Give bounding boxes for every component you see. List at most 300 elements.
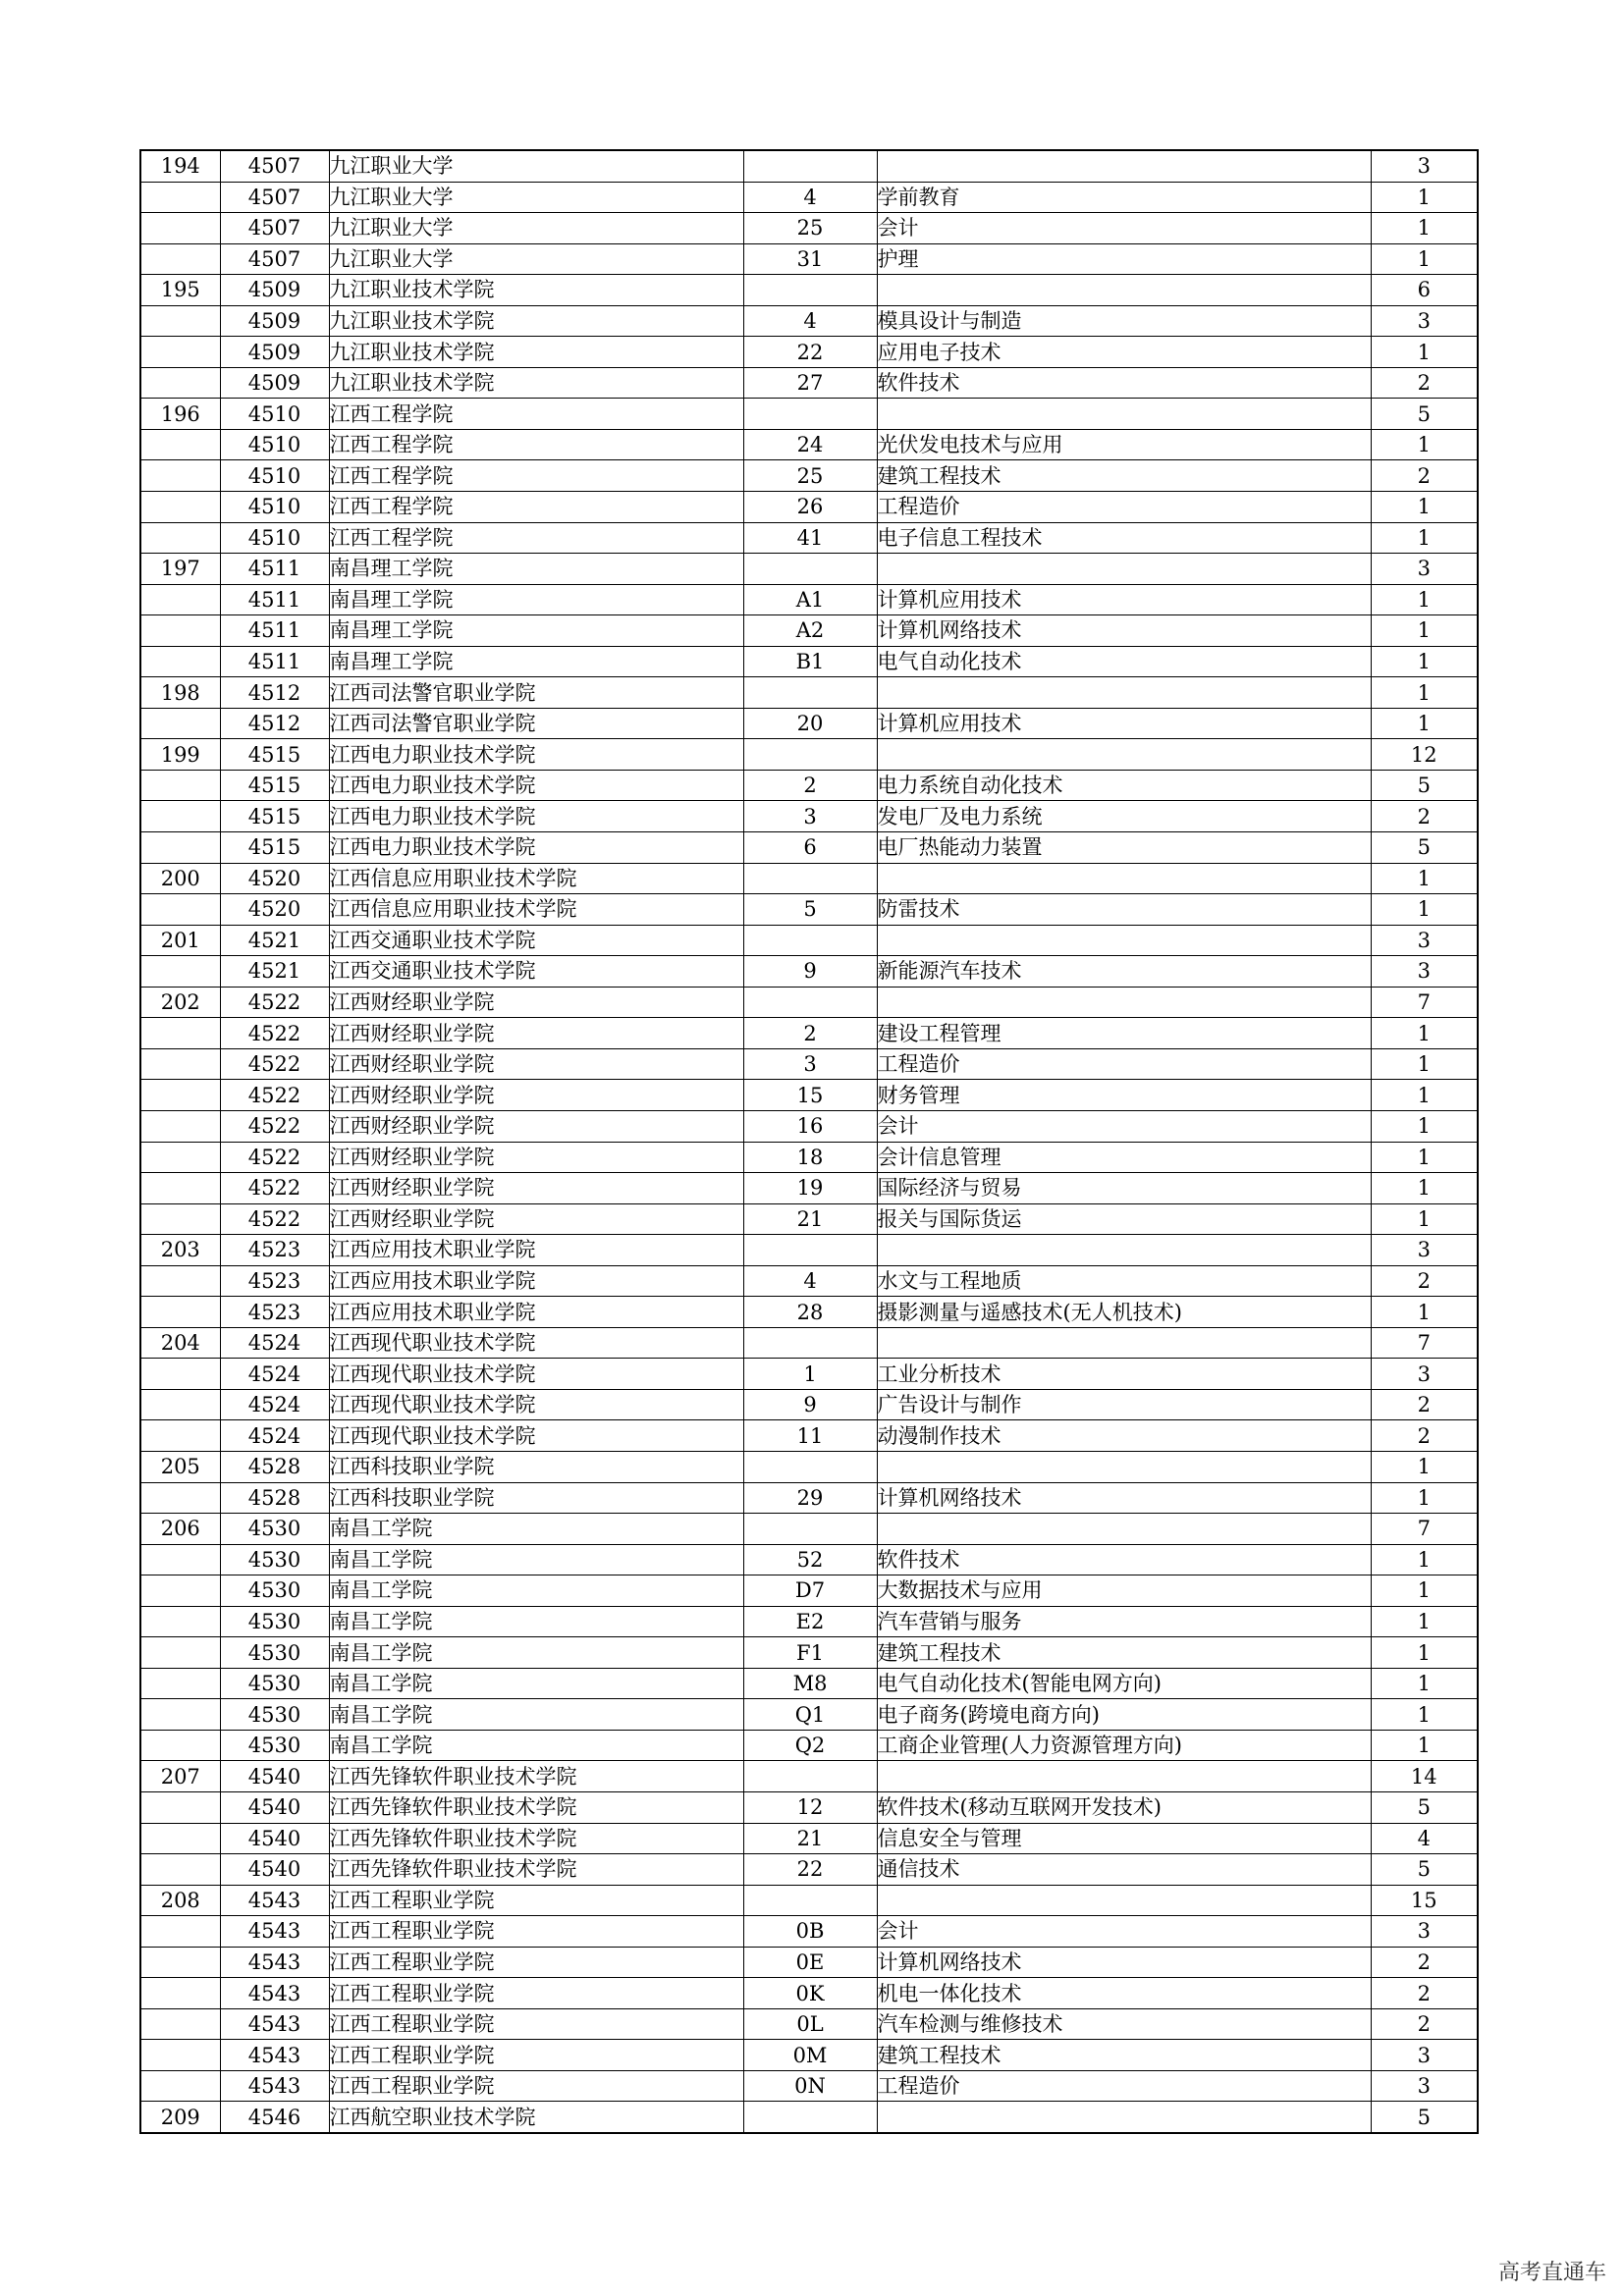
major-code-cell: 3	[743, 801, 877, 832]
plan-count-cell: 1	[1371, 677, 1478, 709]
plan-count-cell: 3	[1371, 1235, 1478, 1266]
major-name-cell: 建筑工程技术	[877, 2040, 1371, 2071]
seq-cell	[140, 1823, 220, 1854]
plan-count-cell: 1	[1371, 1730, 1478, 1761]
school-name-cell: 江西工程学院	[329, 522, 743, 554]
table-row	[140, 1482, 1478, 1514]
table-row	[140, 1359, 1478, 1390]
table-row	[140, 1389, 1478, 1420]
table-body	[140, 150, 1478, 2133]
major-code-cell: B1	[743, 646, 877, 677]
major-name-cell: 建筑工程技术	[877, 460, 1371, 492]
plan-count-cell: 5	[1371, 1791, 1478, 1823]
school-name-cell: 江西财经职业学院	[329, 1173, 743, 1204]
major-code-cell: 2	[743, 770, 877, 801]
seq-cell	[140, 1668, 220, 1699]
major-code-cell: 21	[743, 1203, 877, 1235]
major-name-cell: 计算机网络技术	[877, 1947, 1371, 1978]
school-name-cell: 九江职业大学	[329, 150, 743, 182]
major-name-cell	[877, 987, 1371, 1018]
major-code-cell	[743, 1761, 877, 1792]
seq-cell	[140, 1110, 220, 1142]
seq-cell	[140, 1265, 220, 1297]
seq-cell: 200	[140, 863, 220, 894]
seq-cell	[140, 1947, 220, 1978]
major-name-cell	[877, 1451, 1371, 1482]
plan-count-cell: 6	[1371, 275, 1478, 306]
major-code-cell: 12	[743, 1791, 877, 1823]
school-code-cell: 4522	[220, 1018, 329, 1049]
plan-count-cell: 1	[1371, 429, 1478, 460]
plan-count-cell: 1	[1371, 1482, 1478, 1514]
plan-count-cell: 1	[1371, 1110, 1478, 1142]
plan-count-cell: 3	[1371, 554, 1478, 585]
table-row	[140, 1420, 1478, 1452]
seq-cell	[140, 1389, 220, 1420]
table-row	[140, 1575, 1478, 1607]
table-row	[140, 1947, 1478, 1978]
school-code-cell: 4540	[220, 1791, 329, 1823]
major-name-cell: 工业分析技术	[877, 1359, 1371, 1390]
school-code-cell: 4507	[220, 150, 329, 182]
plan-count-cell: 1	[1371, 863, 1478, 894]
table-row	[140, 1048, 1478, 1080]
major-code-cell: 9	[743, 1389, 877, 1420]
seq-cell: 203	[140, 1235, 220, 1266]
plan-count-cell: 2	[1371, 1420, 1478, 1452]
major-name-cell: 工程造价	[877, 492, 1371, 523]
major-code-cell: A2	[743, 615, 877, 647]
school-name-cell: 江西工程职业学院	[329, 1947, 743, 1978]
school-name-cell: 江西信息应用职业技术学院	[329, 863, 743, 894]
major-code-cell	[743, 2102, 877, 2133]
table-row	[140, 1142, 1478, 1173]
school-name-cell: 江西工程学院	[329, 429, 743, 460]
major-name-cell: 会计	[877, 1110, 1371, 1142]
table-row	[140, 429, 1478, 460]
table-row	[140, 1080, 1478, 1111]
table-row	[140, 1514, 1478, 1545]
major-code-cell: 4	[743, 305, 877, 337]
school-code-cell: 4522	[220, 1080, 329, 1111]
school-code-cell: 4523	[220, 1297, 329, 1328]
school-code-cell: 4543	[220, 1885, 329, 1916]
table-row	[140, 1885, 1478, 1916]
major-name-cell: 会计	[877, 213, 1371, 244]
seq-cell	[140, 1791, 220, 1823]
plan-count-cell: 3	[1371, 2040, 1478, 2071]
seq-cell	[140, 1048, 220, 1080]
admission-plan-table	[139, 149, 1479, 2134]
plan-count-cell: 1	[1371, 708, 1478, 739]
school-code-cell: 4510	[220, 522, 329, 554]
seq-cell	[140, 1606, 220, 1637]
plan-count-cell: 5	[1371, 832, 1478, 864]
school-code-cell: 4507	[220, 182, 329, 213]
school-name-cell: 南昌工学院	[329, 1575, 743, 1607]
major-name-cell: 工商企业管理(人力资源管理方向)	[877, 1730, 1371, 1761]
school-name-cell: 九江职业大学	[329, 182, 743, 213]
school-code-cell: 4540	[220, 1761, 329, 1792]
major-name-cell: 机电一体化技术	[877, 1978, 1371, 2009]
major-code-cell	[743, 677, 877, 709]
school-name-cell: 江西司法警官职业学院	[329, 677, 743, 709]
school-name-cell: 江西财经职业学院	[329, 987, 743, 1018]
seq-cell	[140, 1482, 220, 1514]
major-name-cell	[877, 150, 1371, 182]
major-name-cell: 广告设计与制作	[877, 1389, 1371, 1420]
major-name-cell: 工程造价	[877, 1048, 1371, 1080]
school-code-cell: 4524	[220, 1359, 329, 1390]
school-code-cell: 4524	[220, 1327, 329, 1359]
plan-count-cell: 1	[1371, 1048, 1478, 1080]
major-code-cell	[743, 1885, 877, 1916]
major-code-cell: 0B	[743, 1916, 877, 1948]
major-code-cell: 3	[743, 1048, 877, 1080]
major-name-cell: 电子信息工程技术	[877, 522, 1371, 554]
seq-cell	[140, 1203, 220, 1235]
table-row	[140, 460, 1478, 492]
school-code-cell: 4523	[220, 1265, 329, 1297]
major-code-cell	[743, 1514, 877, 1545]
major-code-cell: 16	[743, 1110, 877, 1142]
school-code-cell: 4528	[220, 1451, 329, 1482]
plan-count-cell: 2	[1371, 2008, 1478, 2040]
plan-count-cell: 2	[1371, 1947, 1478, 1978]
major-name-cell: 计算机应用技术	[877, 584, 1371, 615]
school-code-cell: 4543	[220, 2040, 329, 2071]
major-code-cell: 28	[743, 1297, 877, 1328]
school-name-cell: 南昌理工学院	[329, 584, 743, 615]
seq-cell	[140, 1916, 220, 1948]
school-name-cell: 江西工程职业学院	[329, 2008, 743, 2040]
major-name-cell: 软件技术	[877, 1544, 1371, 1575]
major-name-cell: 光伏发电技术与应用	[877, 429, 1371, 460]
school-code-cell: 4521	[220, 925, 329, 956]
seq-cell	[140, 1575, 220, 1607]
school-code-cell: 4512	[220, 677, 329, 709]
seq-cell	[140, 337, 220, 368]
seq-cell	[140, 646, 220, 677]
school-name-cell: 江西科技职业学院	[329, 1482, 743, 1514]
table-row	[140, 150, 1478, 182]
table-row	[140, 894, 1478, 926]
school-name-cell: 南昌工学院	[329, 1606, 743, 1637]
seq-cell	[140, 956, 220, 988]
school-name-cell: 江西财经职业学院	[329, 1018, 743, 1049]
school-name-cell: 江西先锋软件职业技术学院	[329, 1823, 743, 1854]
major-code-cell	[743, 1235, 877, 1266]
school-code-cell: 4530	[220, 1544, 329, 1575]
school-name-cell: 江西电力职业技术学院	[329, 739, 743, 771]
major-code-cell: A1	[743, 584, 877, 615]
table-row	[140, 213, 1478, 244]
plan-count-cell: 1	[1371, 522, 1478, 554]
school-code-cell: 4540	[220, 1854, 329, 1886]
seq-cell	[140, 305, 220, 337]
table-row	[140, 1730, 1478, 1761]
school-name-cell: 江西财经职业学院	[329, 1203, 743, 1235]
major-code-cell: 41	[743, 522, 877, 554]
seq-cell	[140, 1297, 220, 1328]
table-row	[140, 615, 1478, 647]
major-name-cell: 建筑工程技术	[877, 1637, 1371, 1669]
table-row	[140, 925, 1478, 956]
table-row	[140, 1173, 1478, 1204]
major-code-cell: 31	[743, 243, 877, 275]
major-code-cell	[743, 554, 877, 585]
major-name-cell: 模具设计与制造	[877, 305, 1371, 337]
table-row	[140, 2040, 1478, 2071]
table-row	[140, 337, 1478, 368]
major-code-cell: 0N	[743, 2070, 877, 2102]
school-name-cell: 江西应用技术职业学院	[329, 1297, 743, 1328]
seq-cell	[140, 213, 220, 244]
seq-cell	[140, 243, 220, 275]
table-row	[140, 1018, 1478, 1049]
major-name-cell: 电力系统自动化技术	[877, 770, 1371, 801]
school-name-cell: 江西工程学院	[329, 460, 743, 492]
major-code-cell: 0L	[743, 2008, 877, 2040]
plan-count-cell: 3	[1371, 925, 1478, 956]
table-row	[140, 1451, 1478, 1482]
school-code-cell: 4520	[220, 894, 329, 926]
seq-cell: 204	[140, 1327, 220, 1359]
major-code-cell: 0M	[743, 2040, 877, 2071]
school-code-cell: 4509	[220, 337, 329, 368]
seq-cell	[140, 1637, 220, 1669]
school-name-cell: 江西应用技术职业学院	[329, 1265, 743, 1297]
school-name-cell: 南昌工学院	[329, 1668, 743, 1699]
major-code-cell: 52	[743, 1544, 877, 1575]
table-row	[140, 182, 1478, 213]
plan-count-cell: 3	[1371, 150, 1478, 182]
seq-cell	[140, 2070, 220, 2102]
school-code-cell: 4509	[220, 275, 329, 306]
school-code-cell: 4515	[220, 770, 329, 801]
school-name-cell: 南昌工学院	[329, 1544, 743, 1575]
table-row	[140, 2070, 1478, 2102]
table-row	[140, 399, 1478, 430]
table-row	[140, 1544, 1478, 1575]
school-name-cell: 江西应用技术职业学院	[329, 1235, 743, 1266]
school-code-cell: 4530	[220, 1668, 329, 1699]
school-code-cell: 4530	[220, 1606, 329, 1637]
plan-count-cell: 1	[1371, 213, 1478, 244]
plan-count-cell: 3	[1371, 956, 1478, 988]
plan-count-cell: 1	[1371, 337, 1478, 368]
school-code-cell: 4524	[220, 1389, 329, 1420]
major-name-cell: 护理	[877, 243, 1371, 275]
school-name-cell: 九江职业技术学院	[329, 337, 743, 368]
plan-count-cell: 1	[1371, 1544, 1478, 1575]
major-name-cell: 计算机网络技术	[877, 615, 1371, 647]
school-code-cell: 4510	[220, 399, 329, 430]
seq-cell	[140, 832, 220, 864]
plan-count-cell: 7	[1371, 1514, 1478, 1545]
major-code-cell: 5	[743, 894, 877, 926]
plan-count-cell: 1	[1371, 1203, 1478, 1235]
table-row	[140, 956, 1478, 988]
major-code-cell: 2	[743, 1018, 877, 1049]
school-name-cell: 江西工程职业学院	[329, 2040, 743, 2071]
major-name-cell	[877, 1327, 1371, 1359]
major-code-cell: 1	[743, 1359, 877, 1390]
table-row	[140, 1327, 1478, 1359]
major-code-cell: 0K	[743, 1978, 877, 2009]
major-name-cell: 工程造价	[877, 2070, 1371, 2102]
major-code-cell: 25	[743, 213, 877, 244]
major-name-cell	[877, 2102, 1371, 2133]
seq-cell	[140, 770, 220, 801]
table-row	[140, 1668, 1478, 1699]
plan-count-cell: 1	[1371, 584, 1478, 615]
major-code-cell: 22	[743, 1854, 877, 1886]
table-row	[140, 739, 1478, 771]
major-name-cell	[877, 275, 1371, 306]
plan-count-cell: 2	[1371, 1978, 1478, 2009]
plan-count-cell: 3	[1371, 2070, 1478, 2102]
seq-cell: 195	[140, 275, 220, 306]
school-code-cell: 4515	[220, 739, 329, 771]
plan-count-cell: 14	[1371, 1761, 1478, 1792]
seq-cell: 194	[140, 150, 220, 182]
table-row	[140, 1916, 1478, 1948]
seq-cell	[140, 1080, 220, 1111]
school-name-cell: 江西航空职业技术学院	[329, 2102, 743, 2133]
school-name-cell: 南昌工学院	[329, 1699, 743, 1731]
school-name-cell: 江西现代职业技术学院	[329, 1359, 743, 1390]
major-name-cell: 应用电子技术	[877, 337, 1371, 368]
seq-cell	[140, 2008, 220, 2040]
school-name-cell: 江西科技职业学院	[329, 1451, 743, 1482]
major-name-cell: 会计	[877, 1916, 1371, 1948]
major-code-cell: Q2	[743, 1730, 877, 1761]
school-code-cell: 4515	[220, 832, 329, 864]
major-code-cell: 15	[743, 1080, 877, 1111]
major-code-cell: 6	[743, 832, 877, 864]
school-code-cell: 4543	[220, 1947, 329, 1978]
school-code-cell: 4523	[220, 1235, 329, 1266]
plan-count-cell: 1	[1371, 1173, 1478, 1204]
school-name-cell: 九江职业技术学院	[329, 367, 743, 399]
school-code-cell: 4511	[220, 554, 329, 585]
plan-count-cell: 3	[1371, 1359, 1478, 1390]
plan-count-cell: 1	[1371, 1606, 1478, 1637]
seq-cell	[140, 708, 220, 739]
plan-count-cell: 1	[1371, 492, 1478, 523]
table-row	[140, 1791, 1478, 1823]
plan-count-cell: 1	[1371, 1575, 1478, 1607]
major-name-cell: 软件技术(移动互联网开发技术)	[877, 1791, 1371, 1823]
seq-cell: 209	[140, 2102, 220, 2133]
school-code-cell: 4530	[220, 1514, 329, 1545]
school-name-cell: 江西财经职业学院	[329, 1142, 743, 1173]
major-code-cell: 18	[743, 1142, 877, 1173]
plan-count-cell: 2	[1371, 367, 1478, 399]
major-code-cell: 20	[743, 708, 877, 739]
table-row	[140, 1637, 1478, 1669]
table-row	[140, 1823, 1478, 1854]
major-name-cell: 电气自动化技术	[877, 646, 1371, 677]
seq-cell	[140, 894, 220, 926]
table-row	[140, 1699, 1478, 1731]
table-row	[140, 554, 1478, 585]
school-code-cell: 4543	[220, 2070, 329, 2102]
table-row	[140, 646, 1478, 677]
school-name-cell: 江西交通职业技术学院	[329, 925, 743, 956]
plan-count-cell: 1	[1371, 1018, 1478, 1049]
major-name-cell: 新能源汽车技术	[877, 956, 1371, 988]
major-name-cell	[877, 739, 1371, 771]
school-code-cell: 4522	[220, 987, 329, 1018]
school-code-cell: 4522	[220, 1110, 329, 1142]
plan-count-cell: 7	[1371, 1327, 1478, 1359]
school-name-cell: 江西先锋软件职业技术学院	[329, 1854, 743, 1886]
plan-count-cell: 1	[1371, 615, 1478, 647]
major-code-cell	[743, 1451, 877, 1482]
plan-count-cell: 15	[1371, 1885, 1478, 1916]
plan-count-cell: 1	[1371, 1297, 1478, 1328]
major-name-cell	[877, 1235, 1371, 1266]
school-name-cell: 江西财经职业学院	[329, 1080, 743, 1111]
school-code-cell: 4530	[220, 1637, 329, 1669]
school-code-cell: 4509	[220, 305, 329, 337]
major-code-cell: 25	[743, 460, 877, 492]
major-name-cell: 大数据技术与应用	[877, 1575, 1371, 1607]
table-row	[140, 1761, 1478, 1792]
school-code-cell: 4543	[220, 1916, 329, 1948]
major-name-cell: 电厂热能动力装置	[877, 832, 1371, 864]
plan-count-cell: 1	[1371, 1637, 1478, 1669]
school-name-cell: 江西工程职业学院	[329, 1885, 743, 1916]
table-row	[140, 801, 1478, 832]
seq-cell: 199	[140, 739, 220, 771]
seq-cell	[140, 1173, 220, 1204]
school-name-cell: 江西财经职业学院	[329, 1048, 743, 1080]
major-name-cell: 摄影测量与遥感技术(无人机技术)	[877, 1297, 1371, 1328]
seq-cell	[140, 522, 220, 554]
seq-cell	[140, 367, 220, 399]
plan-count-cell: 2	[1371, 801, 1478, 832]
seq-cell: 197	[140, 554, 220, 585]
table-row	[140, 1265, 1478, 1297]
major-name-cell: 电子商务(跨境电商方向)	[877, 1699, 1371, 1731]
table-row	[140, 1203, 1478, 1235]
seq-cell	[140, 1544, 220, 1575]
school-name-cell: 九江职业大学	[329, 243, 743, 275]
major-code-cell: 0E	[743, 1947, 877, 1978]
school-code-cell: 4511	[220, 646, 329, 677]
school-name-cell: 九江职业技术学院	[329, 275, 743, 306]
major-code-cell: E2	[743, 1606, 877, 1637]
seq-cell	[140, 182, 220, 213]
school-code-cell: 4509	[220, 367, 329, 399]
seq-cell	[140, 492, 220, 523]
table-row	[140, 2102, 1478, 2133]
table-row	[140, 832, 1478, 864]
plan-count-cell: 1	[1371, 1080, 1478, 1111]
major-code-cell: M8	[743, 1668, 877, 1699]
school-code-cell: 4543	[220, 1978, 329, 2009]
table-row	[140, 275, 1478, 306]
school-name-cell: 江西现代职业技术学院	[329, 1389, 743, 1420]
plan-count-cell: 7	[1371, 987, 1478, 1018]
major-code-cell: 9	[743, 956, 877, 988]
seq-cell	[140, 1359, 220, 1390]
major-name-cell: 汽车营销与服务	[877, 1606, 1371, 1637]
plan-count-cell: 1	[1371, 1668, 1478, 1699]
